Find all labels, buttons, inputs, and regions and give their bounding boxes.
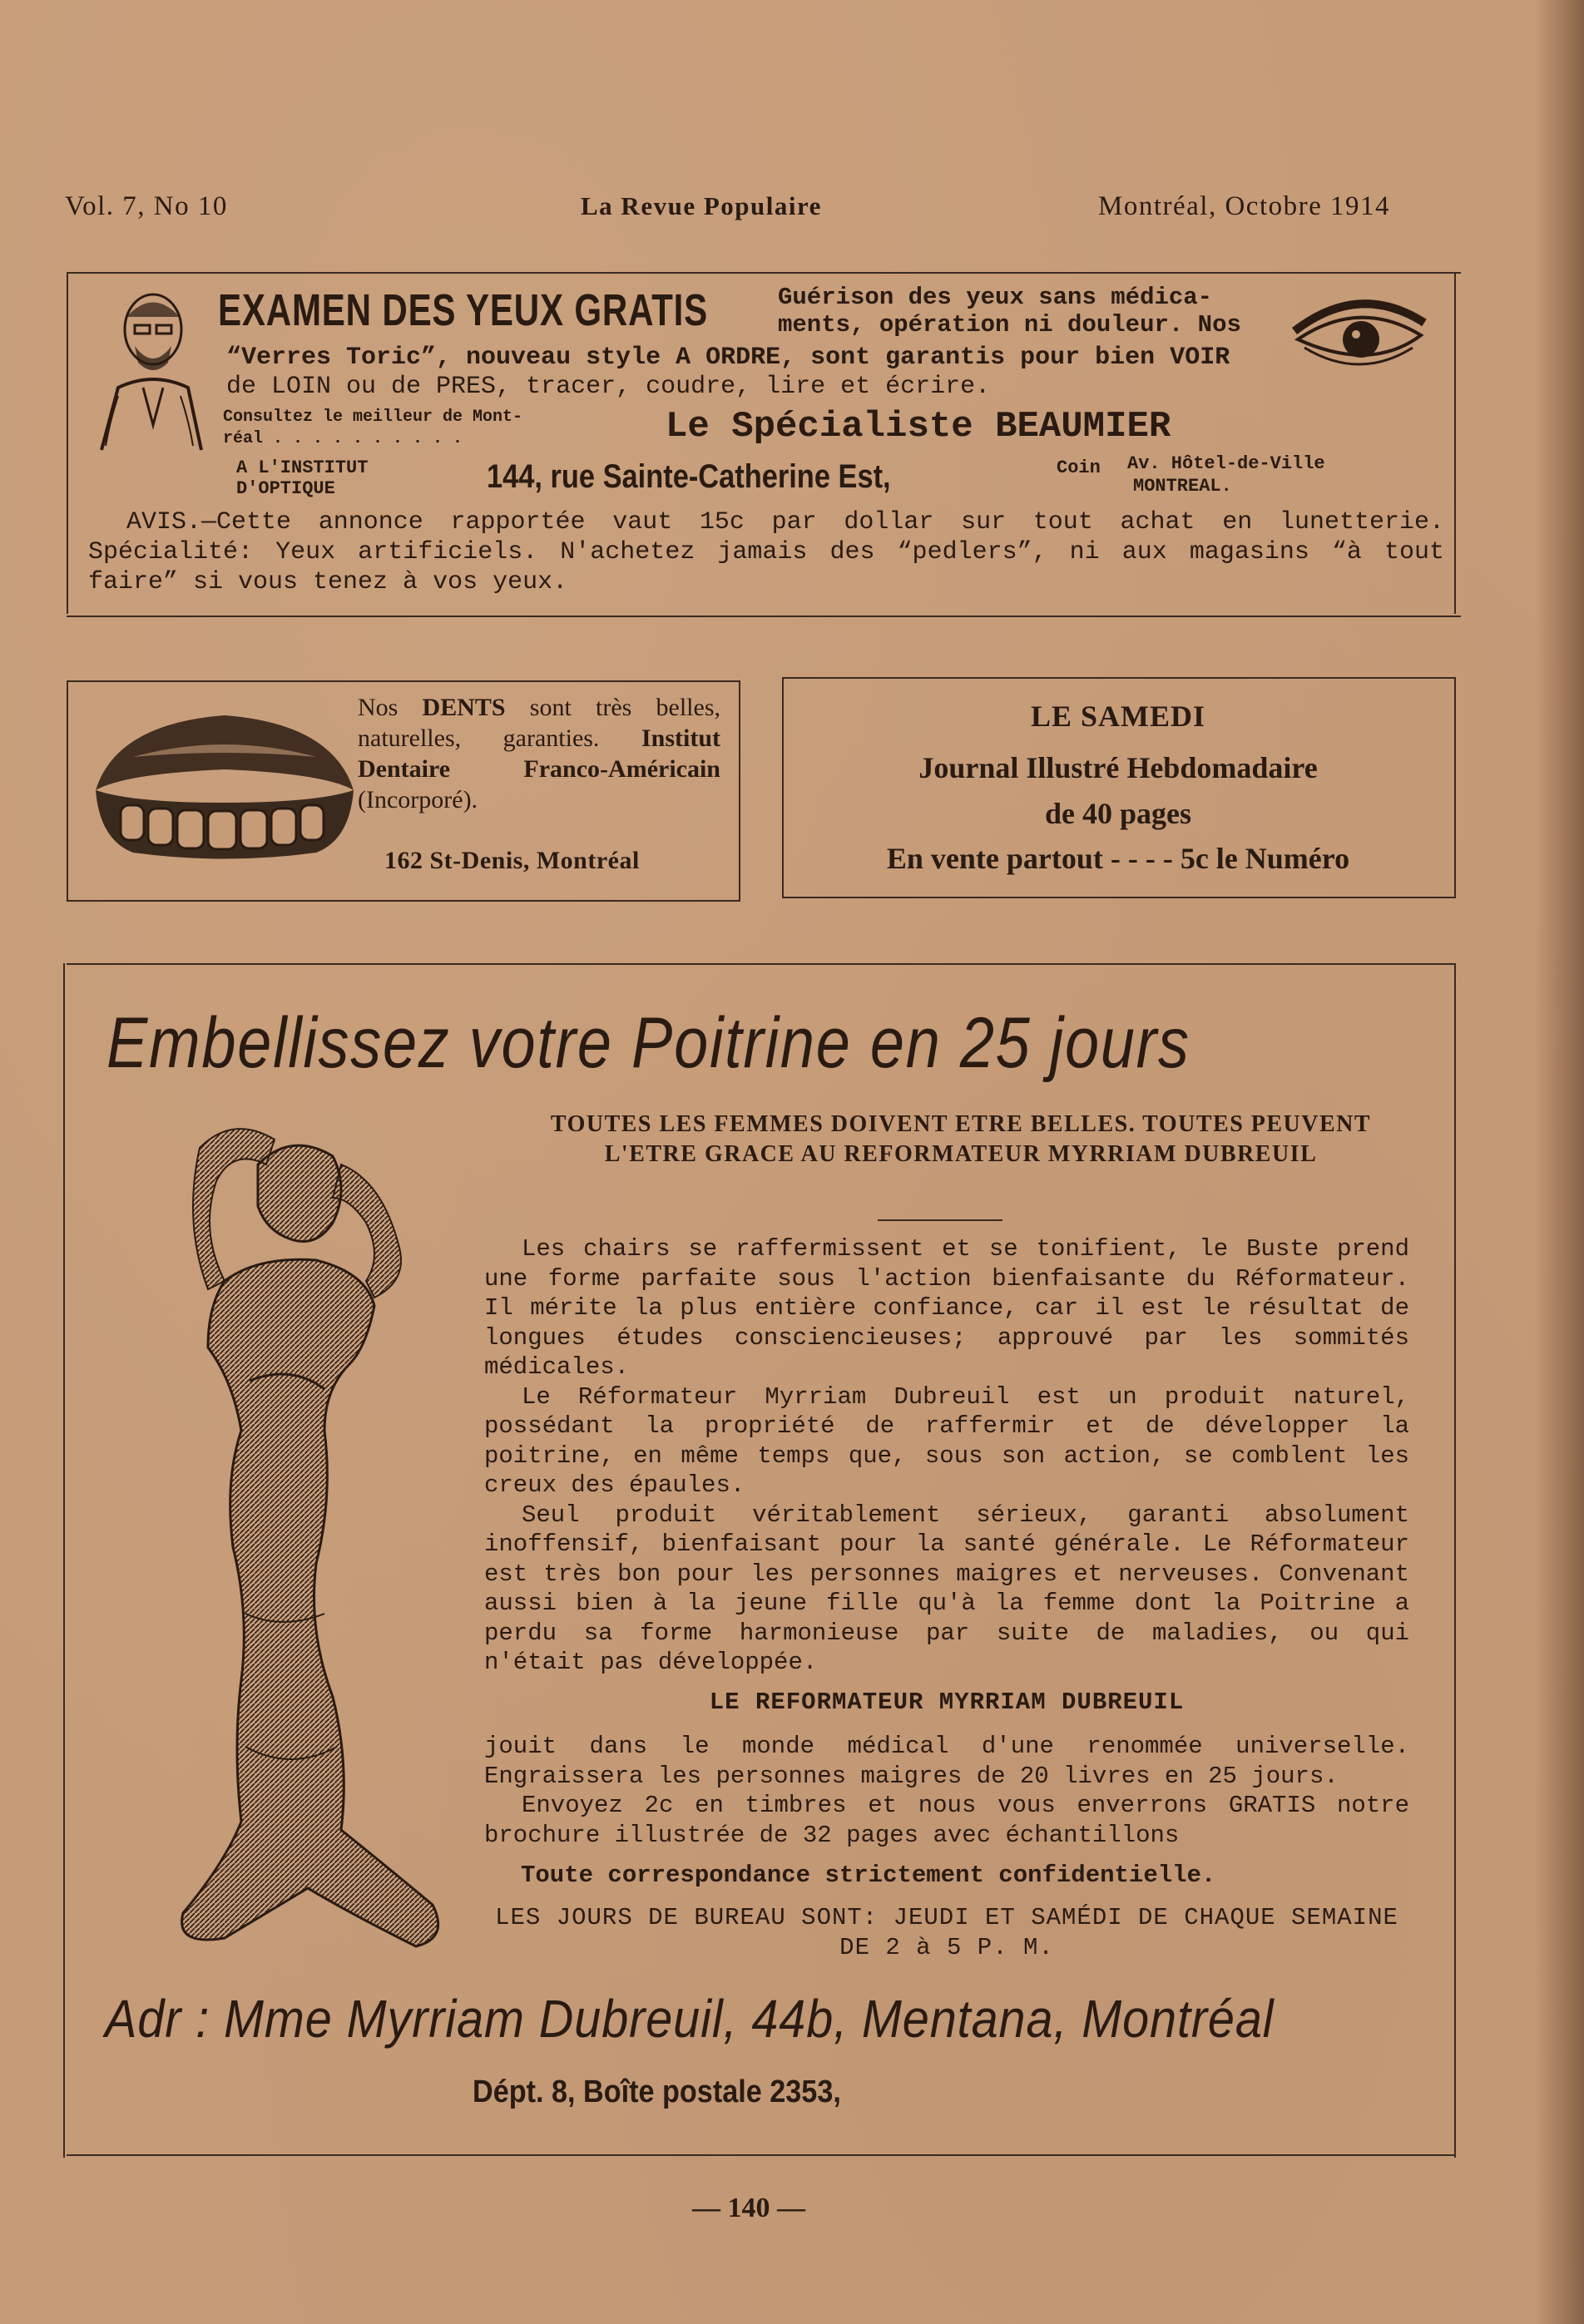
main-body-2 — [484, 1732, 1409, 1850]
dent-ad-left-rule — [67, 680, 68, 901]
eye-ad-line4: de LOIN ou de PRES, tracer, coudre, lire et écrire. — [226, 373, 991, 401]
samedi-title: LE SAMEDI — [1030, 700, 1206, 733]
main-ad-right-rule — [1454, 963, 1456, 2158]
eye-ad-line2: ments, opération ni douleur. Nos — [778, 311, 1241, 339]
mid-title: LE REFORMATEUR MYRRIAM DUBREUIL — [709, 1689, 1185, 1716]
page-edge-shadow — [1534, 0, 1584, 2324]
dent-incorpore: (Incorporé). — [358, 786, 478, 813]
portrait-icon — [85, 279, 210, 454]
eye-ad-line3: “Verres Toric”, nouveau style A ORDRE, sont garantis pour bien VOIR — [226, 344, 1230, 372]
corner-line2: MONTREAL. — [1133, 476, 1232, 497]
main-ad-top-rule — [67, 963, 1454, 965]
volume-number: Vol. 7, No 10 — [65, 191, 228, 221]
dent-text-1: Nos — [358, 694, 398, 721]
para-3: Seul produit véritablement sérieux, garanti absolument inoffensif, bienfaisant pour la santé générale. Le Réformateur est très bon pour les personnes maigres et nerveuses. Convenant aussi bien à la jeune fille qu'à la femme dont la Poitrine a perdu sa forme harmonieuse par suite de maladies, ou qui n'était pas développée. — [484, 1501, 1409, 1676]
main-subhead: TOUTES LES FEMMES DOIVENT ETRE BELLES. TOUTES PEUVENT L'ETRE GRACE AU REFORMATEUR MYRRIAM DUBREUIL — [550, 1111, 1372, 1167]
para-2: Le Réformateur Myrriam Dubreuil est un produit naturel, possédant la propriété de raffermir et de développer la poitrine, en même temps que, sous son action, se comblent les creux des épaules. — [484, 1382, 1409, 1499]
journal-title: La Revue Populaire — [581, 191, 822, 220]
issue-date: Montréal, Octobre 1914 — [1098, 191, 1390, 221]
samedi-line1: Journal Illustré Hebdomadaire — [918, 751, 1318, 784]
main-headline: Embellissez votre Poitrine en 25 jours — [106, 1003, 1190, 1083]
dent-address: 162 St-Denis, Montréal — [384, 847, 640, 874]
main-ad-bottom-rule — [67, 2154, 1454, 2156]
page-number: — 140 — — [692, 2193, 805, 2223]
main-body — [484, 1234, 1409, 1678]
dept-line: Dépt. 8, Boîte postale 2353, — [473, 2074, 841, 2109]
eye-ad-notice: AVIS.—Cette annonce rapportée vaut 15c par dollar sur tout achat en lunetterie. Spécialité: Yeux artificiels. N'achetez jamais des “pedlers”, ni aux magasins “à tout faire” si vous tenez à vos yeux. — [88, 508, 1444, 596]
eye-ad-title: EXAMEN DES YEUX GRATIS — [218, 285, 709, 335]
woman-figure-icon — [100, 1115, 491, 1963]
consult-line1: Consultez le meilleur de Mont- — [223, 408, 523, 427]
dent-ad-right-rule — [739, 680, 740, 901]
dent-ad-text — [358, 692, 720, 815]
eye-icon — [1288, 289, 1431, 381]
para-4: jouit dans le monde médical d'une renommée universelle. Engraissera les personnes maigres de 20 livres en 25 jours. — [484, 1733, 1409, 1790]
confidential-note: Toute correspondance strictement confidentielle. — [521, 1862, 1216, 1889]
specialist-name: Le Spécialiste BEAUMIER — [666, 406, 1171, 447]
corner-line1: Av. Hôtel-de-Ville — [1127, 453, 1325, 474]
optician-address: 144, rue Sainte-Catherine Est, — [487, 458, 891, 495]
dent-institut: Institut Dentaire Franco-Américain — [358, 724, 720, 783]
institut-line1: A L'INSTITUT — [236, 457, 369, 478]
main-ad-left-rule — [63, 963, 65, 2158]
para-1: Les chairs se raffermissent et se tonifient, le Buste prend une forme parfaite sous l'action bienfaisante du Réformateur. Il mérite la plus entière confiance, car il est le résultat de longues études consciencieuses; approuvé par les sommités médicales. — [484, 1235, 1409, 1381]
eye-ad-right-rule — [1454, 273, 1456, 614]
samedi-line3: En vente partout - - - - 5c le Numéro — [886, 842, 1350, 875]
para-5: Envoyez 2c en timbres et nous vous enverrons GRATIS notre brochure illustrée de 32 pages avec échantillons — [484, 1792, 1409, 1849]
dent-text-bold: DENTS — [422, 694, 506, 721]
dent-ad-bottom-rule — [67, 900, 740, 902]
dent-ad-top-rule — [67, 680, 740, 682]
eye-ad-left-rule — [67, 273, 68, 614]
samedi-line2: de 40 pages — [1044, 797, 1191, 830]
main-address: Adr : Mme Myrriam Dubreuil, 44b, Mentana, Montréal — [105, 1989, 1275, 2049]
corner-label: Coin — [1057, 457, 1101, 478]
eye-ad-top-rule — [67, 272, 1461, 274]
dent-text-2: sont très belles, naturelles, garanties. — [358, 694, 720, 752]
office-days: LES JOURS DE BUREAU SONT: JEUDI ET SAMÉDI DE CHAQUE SEMAINE DE 2 à 5 P. M. — [495, 1904, 1398, 1961]
institut-line2: D'OPTIQUE — [236, 478, 335, 499]
eye-ad-bottom-rule — [67, 616, 1461, 617]
consult-line2: réal . . . . . . . . . . — [223, 429, 463, 448]
eye-ad-line1: Guérison des yeux sans médica- — [778, 284, 1213, 311]
subhead-divider — [878, 1219, 1002, 1221]
dentures-icon — [83, 699, 366, 873]
